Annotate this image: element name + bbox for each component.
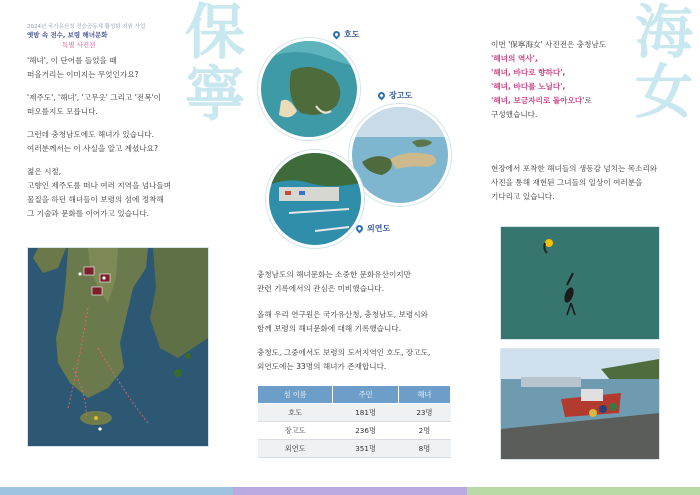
left-paragraph-1 bbox=[27, 54, 139, 82]
table-cell: 외연도 bbox=[258, 440, 333, 458]
text-line: 함께 보령의 해녀문화에 대해 기록했습니다. bbox=[257, 324, 402, 333]
text-line: 젊은 시절, bbox=[27, 167, 62, 176]
mid-paragraph-1 bbox=[257, 268, 411, 296]
photo-oeyeondo bbox=[266, 150, 364, 248]
text-line: 충청남도의 해녀문화는 소중한 문화유산이지만 bbox=[257, 270, 411, 279]
text-line: 물질을 하던 해녀들이 보령의 섬에 정착해 bbox=[27, 195, 164, 204]
header-tagline: 2024년 국가유산청 전승공동체 활성화 지원 사업 bbox=[27, 24, 146, 30]
pin-janggodo-label: 장고도 bbox=[389, 91, 413, 100]
pin-hodo bbox=[333, 29, 359, 40]
text-line: 여러분께서는 이 사실을 알고 계셨나요? bbox=[27, 144, 159, 153]
text-line: 그런데 충청남도에도 해녀가 있습니다. bbox=[27, 130, 155, 139]
table-cell: 8명 bbox=[398, 440, 450, 458]
left-panel bbox=[0, 0, 245, 487]
map-graphic bbox=[28, 248, 208, 446]
text-line: 관련 기록에서의 관심은 미비했습니다. bbox=[257, 284, 385, 293]
photo-diver-underwater bbox=[500, 226, 660, 340]
highlight-line: '해녀, 바다를 노닐다', bbox=[491, 82, 566, 91]
location-pin-icon bbox=[332, 30, 342, 40]
mid-paragraph-2 bbox=[257, 308, 428, 336]
text-line: 이번 '保寧海女' 사진전은 충청남도 bbox=[491, 40, 607, 49]
location-pin-icon bbox=[355, 224, 365, 234]
highlight-line: '해녀의 역사', bbox=[491, 54, 538, 63]
right-panel bbox=[467, 0, 700, 487]
calligraphy-right-text: 海女 bbox=[635, 0, 694, 126]
table-row bbox=[258, 404, 451, 422]
text-line: '제주도', '해녀', '고무옷' 그리고 '전복'이 bbox=[27, 93, 161, 102]
pin-oeyeondo-label: 외연도 bbox=[367, 224, 391, 233]
table-row bbox=[258, 440, 451, 458]
header-subtitle: 특별 사진전 bbox=[62, 41, 96, 49]
text-line: '해녀', 이 단어를 들었을 때 bbox=[27, 56, 117, 65]
text-line: 떠오를지도 모릅니다. bbox=[27, 107, 98, 116]
table-header: 주민 bbox=[333, 386, 398, 404]
left-paragraph-4 bbox=[27, 165, 171, 221]
table-cell: 351명 bbox=[333, 440, 398, 458]
table-header: 섬 이름 bbox=[258, 386, 333, 404]
calligraphy-right bbox=[635, 0, 695, 126]
island-photo-hodo bbox=[261, 41, 357, 137]
table-cell: 23명 bbox=[398, 404, 450, 422]
highlight-line: '해녀, 바다로 향하다', bbox=[491, 68, 566, 77]
text-line: 현장에서 포착한 해녀들의 생동감 넘치는 목소리와 bbox=[491, 164, 658, 173]
table-cell: 2명 bbox=[398, 422, 450, 440]
bottom-bar-blue bbox=[0, 487, 233, 495]
satellite-map bbox=[27, 247, 209, 447]
text-line: 떠올거리는 이미지는 무엇인가요? bbox=[27, 70, 139, 79]
location-pin-icon bbox=[377, 91, 387, 101]
table-cell: 장고도 bbox=[258, 422, 333, 440]
photo-janggodo bbox=[349, 104, 451, 206]
highlight-line: '해녀, 보금자리로 돌아오다' bbox=[491, 96, 585, 105]
right-paragraph-2 bbox=[491, 162, 657, 204]
text-line: 기다리고 있습니다. bbox=[491, 192, 555, 201]
table-row bbox=[258, 422, 451, 440]
text-line: 충청도, 그중에서도 보령의 도서지역인 호도, 장고도, bbox=[257, 348, 431, 357]
island-photo-oeyeondo bbox=[269, 153, 361, 245]
text-line: 그 기술과 문화를 이어가고 있습니다. bbox=[27, 209, 150, 218]
table-header-row bbox=[258, 386, 451, 404]
left-paragraph-2 bbox=[27, 91, 161, 119]
table-cell: 236명 bbox=[333, 422, 398, 440]
right-paragraph-1 bbox=[491, 38, 606, 122]
bottom-bar-green bbox=[467, 487, 700, 495]
population-table bbox=[257, 385, 451, 458]
text-line: 고향인 제주도를 떠나 여러 지역을 넘나들며 bbox=[27, 181, 172, 190]
photo-hodo bbox=[258, 38, 360, 140]
text-line: 구성했습니다. bbox=[491, 110, 538, 119]
text-line: 외연도에는 33명의 해녀가 존재합니다. bbox=[257, 362, 387, 371]
left-paragraph-3 bbox=[27, 128, 158, 156]
text-suffix: 로 bbox=[584, 96, 592, 105]
text-line: 올해 우리 연구원은 국가유산청, 충청남도, 보령시와 bbox=[257, 310, 428, 319]
calligraphy-left-text: 保寧 bbox=[185, 0, 245, 130]
text-line: 사진을 통해 재현된 그녀들의 일상이 여러분을 bbox=[491, 178, 643, 187]
diver-photo bbox=[501, 227, 659, 339]
bottom-bar-purple bbox=[233, 487, 467, 495]
pin-janggodo bbox=[378, 90, 412, 101]
mid-paragraph-3 bbox=[257, 346, 430, 374]
table-cell: 181명 bbox=[333, 404, 398, 422]
header-title: 옛밤 속 전수, 보령 해녀문화 bbox=[27, 31, 108, 39]
island-photo-janggodo bbox=[352, 107, 448, 203]
pin-hodo-label: 호도 bbox=[344, 30, 360, 39]
table-header: 해녀 bbox=[398, 386, 450, 404]
pin-oeyeondo bbox=[356, 223, 390, 234]
photo-harbor-boat bbox=[500, 348, 660, 460]
table-cell: 호도 bbox=[258, 404, 333, 422]
harbor-photo bbox=[501, 349, 659, 459]
